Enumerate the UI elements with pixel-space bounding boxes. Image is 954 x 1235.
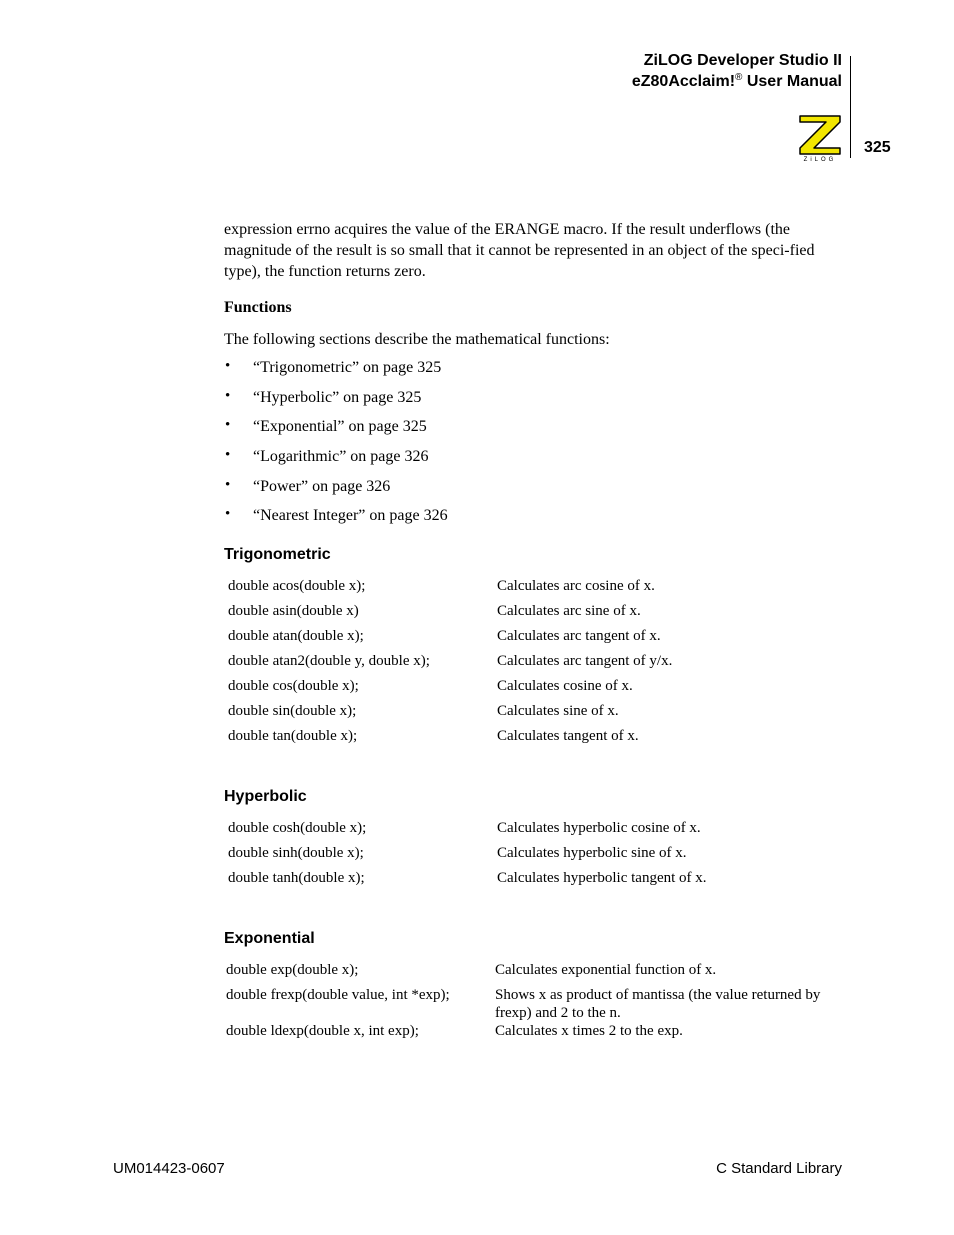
table-row	[224, 677, 847, 702]
table-row	[224, 702, 847, 727]
intro-paragraph: expression errno acquires the value of the ERANGE macro. If the result underflows (the magnitude of the result is so small that it cannot be represented in an object of the speci-fied type), the function returns zero.	[224, 221, 815, 280]
trigonometric-heading: Trigonometric	[224, 546, 331, 563]
function-description: Calculates arc tangent of x.	[497, 628, 661, 644]
trigonometric-table	[224, 577, 847, 752]
function-signature: double sin(double x);	[228, 703, 357, 719]
page-number: 325	[864, 139, 891, 156]
function-section-list	[224, 358, 724, 536]
function-signature: double asin(double x)	[228, 603, 359, 619]
function-signature: double cos(double x);	[228, 678, 359, 694]
table-row	[224, 844, 847, 869]
table-row	[224, 869, 847, 894]
list-item-text: “Logarithmic” on page 326	[253, 448, 429, 466]
manual-title-line1: ZiLOG Developer Studio II	[643, 52, 842, 69]
function-description: Calculates cosine of x.	[497, 678, 633, 694]
zilog-logo-icon	[796, 112, 844, 162]
function-description: Calculates arc sine of x.	[497, 603, 641, 619]
bullet-icon: •	[225, 387, 231, 404]
exponential-table	[222, 961, 845, 1047]
table-row	[224, 652, 847, 677]
hyperbolic-heading: Hyperbolic	[224, 788, 307, 805]
function-signature: double acos(double x);	[228, 578, 366, 594]
function-description: Shows x as product of mantissa (the value returned by frexp) and 2 to the n.	[495, 987, 821, 1021]
list-item-text: “Trigonometric” on page 325	[253, 359, 442, 376]
function-signature: double sinh(double x);	[228, 845, 364, 861]
hyperbolic-table	[224, 819, 847, 894]
function-description: Calculates exponential function of x.	[495, 962, 717, 978]
table-row	[222, 986, 845, 1022]
svg-text:ZiLOG: ZiLOG	[803, 157, 837, 162]
list-item	[224, 358, 724, 388]
function-description: Calculates arc cosine of x.	[497, 578, 655, 594]
registered-mark: ®	[735, 72, 743, 83]
list-item-text: “Nearest Integer” on page 326	[253, 507, 448, 525]
functions-intro: The following sections describe the mathematical functions:	[224, 331, 610, 348]
document-id: UM014423-0607	[113, 1160, 225, 1177]
bullet-icon: •	[225, 476, 231, 493]
exponential-heading: Exponential	[224, 930, 315, 947]
list-item-text: “Exponential” on page 325	[253, 418, 427, 436]
table-row	[222, 1022, 845, 1047]
function-description: Calculates x times 2 to the exp.	[495, 1023, 683, 1039]
function-description: Calculates sine of x.	[497, 703, 619, 719]
function-signature: double atan2(double y, double x);	[228, 653, 430, 669]
section-name: C Standard Library	[716, 1160, 842, 1177]
bullet-icon: •	[225, 447, 231, 464]
bullet-icon: •	[225, 358, 231, 374]
list-item	[224, 477, 724, 507]
function-description: Calculates hyperbolic cosine of x.	[497, 820, 701, 836]
list-item	[224, 506, 724, 536]
function-description: Calculates arc tangent of y/x.	[497, 653, 673, 669]
functions-heading: Functions	[224, 299, 292, 316]
table-row	[224, 627, 847, 652]
list-item	[224, 417, 724, 447]
table-row	[224, 577, 847, 602]
bullet-icon: •	[225, 506, 231, 523]
function-description: Calculates hyperbolic tangent of x.	[497, 870, 707, 886]
list-item-text: “Hyperbolic” on page 325	[253, 388, 422, 406]
product-name: eZ80Acclaim!	[631, 73, 736, 90]
bullet-icon: •	[225, 417, 231, 434]
function-description: Calculates tangent of x.	[497, 728, 639, 744]
function-signature: double cosh(double x);	[228, 820, 367, 836]
function-description: Calculates hyperbolic sine of x.	[497, 845, 687, 861]
function-signature: double tan(double x);	[228, 728, 358, 744]
list-item	[224, 388, 724, 418]
table-row	[222, 961, 845, 986]
table-row	[224, 727, 847, 752]
list-item	[224, 447, 724, 477]
function-signature: double atan(double x);	[228, 628, 364, 644]
list-item-text: “Power” on page 326	[253, 477, 391, 495]
function-signature: double tanh(double x);	[228, 870, 365, 886]
function-signature: double exp(double x);	[226, 962, 359, 978]
manual-type: User Manual	[742, 73, 842, 90]
table-row	[224, 602, 847, 627]
function-signature: double frexp(double value, int *exp);	[226, 987, 450, 1003]
manual-title-line2	[632, 72, 842, 91]
header-divider	[850, 56, 851, 158]
function-signature: double ldexp(double x, int exp);	[226, 1023, 419, 1039]
table-row	[224, 819, 847, 844]
